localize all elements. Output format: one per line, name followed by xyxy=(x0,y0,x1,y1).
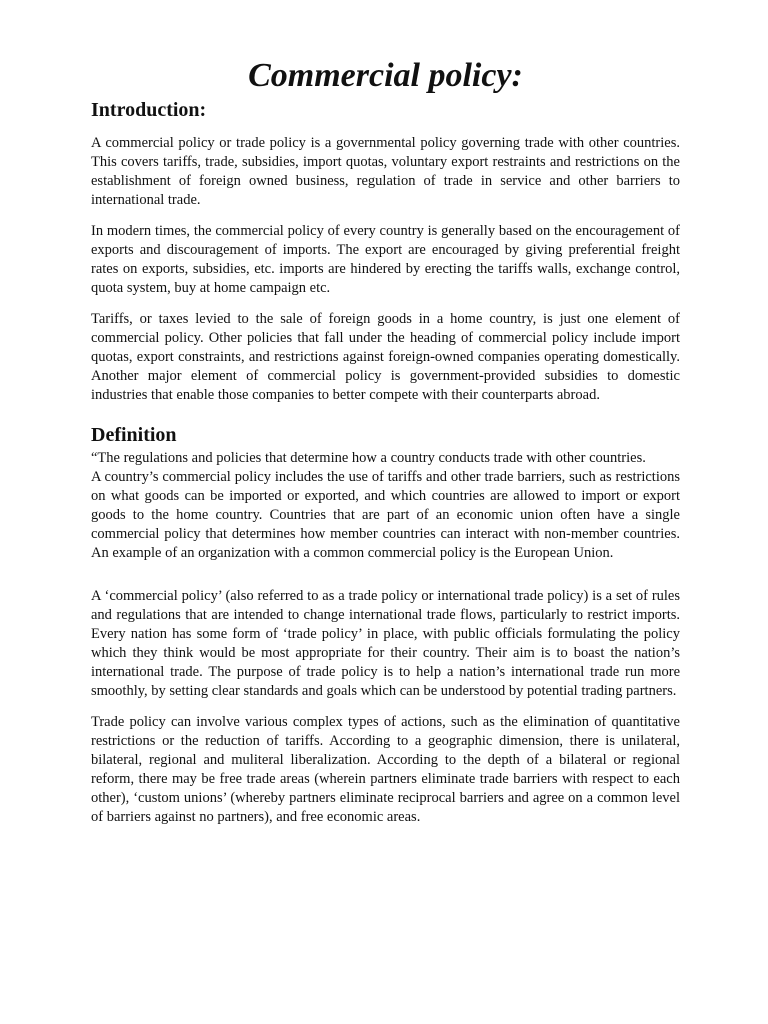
section-heading-definition: Definition xyxy=(91,424,177,446)
paragraph: Tariffs, or taxes levied to the sale of foreign goods in a home country, is just one element of commercial policy. Other policies that fall under the heading of commercial policy include import quotas, export constraints, and restrictions against foreign-owned companies operating domestically. Another major element of commercial policy is government-provided subsidies to domestic industries that enable those companies to better compete with their counterparts abroad. xyxy=(91,311,680,403)
document-title: Commercial policy: xyxy=(248,57,523,94)
paragraph: A country’s commercial policy includes the use of tariffs and other trade barriers, such as restrictions on what goods can be imported or exported, and which countries are allowed to import or export goods to the home country. Countries that are part of an economic union often have a single commercial policy that determines how member countries can interact with non-member countries. An example of an organization with a common commercial policy is the European Union. xyxy=(91,469,680,561)
paragraph: “The regulations and policies that determine how a country conducts trade with other countries. xyxy=(91,450,646,466)
paragraph: A ‘commercial policy’ (also referred to as a trade policy or international trade policy) is a set of rules and regulations that are intended to change international trade flows, particularly to restrict imports. Every nation has some form of ‘trade policy’ in place, with public officials formulating the policy which they think would be most appropriate for their country. Their aim is to boast the nation’s international trade. The purpose of trade policy is to help a nation’s international trade run more smoothly, by setting clear standards and goals which can be understood by potential trading partners. xyxy=(91,588,680,699)
paragraph: Trade policy can involve various complex types of actions, such as the elimination of quantitative restrictions or the reduction of tariffs. According to a geographic dimension, there is unilateral, bilateral, regional and muliteral liberalization. According to the depth of a bilateral or regional reform, there may be free trade areas (wherein partners eliminate trade barriers with respect to each other), ‘custom unions’ (whereby partners eliminate reciprocal barriers and agree on a common level of barriers against no partners), and free economic areas. xyxy=(91,714,680,825)
paragraph: In modern times, the commercial policy of every country is generally based on the encouragement of exports and discouragement of imports. The export are encouraged by giving preferential freight rates on exports, subsidies, etc. imports are hindered by erecting the tariffs walls, exchange control, quota system, buy at home campaign etc. xyxy=(91,223,680,296)
section-heading-introduction: Introduction: xyxy=(91,99,207,121)
paragraph: A commercial policy or trade policy is a governmental policy governing trade with other countries. This covers tariffs, trade, subsidies, import quotas, voluntary export restraints and restrictions on the establishment of foreign owned business, regulation of trade in service and other barriers to international trade. xyxy=(91,135,680,208)
